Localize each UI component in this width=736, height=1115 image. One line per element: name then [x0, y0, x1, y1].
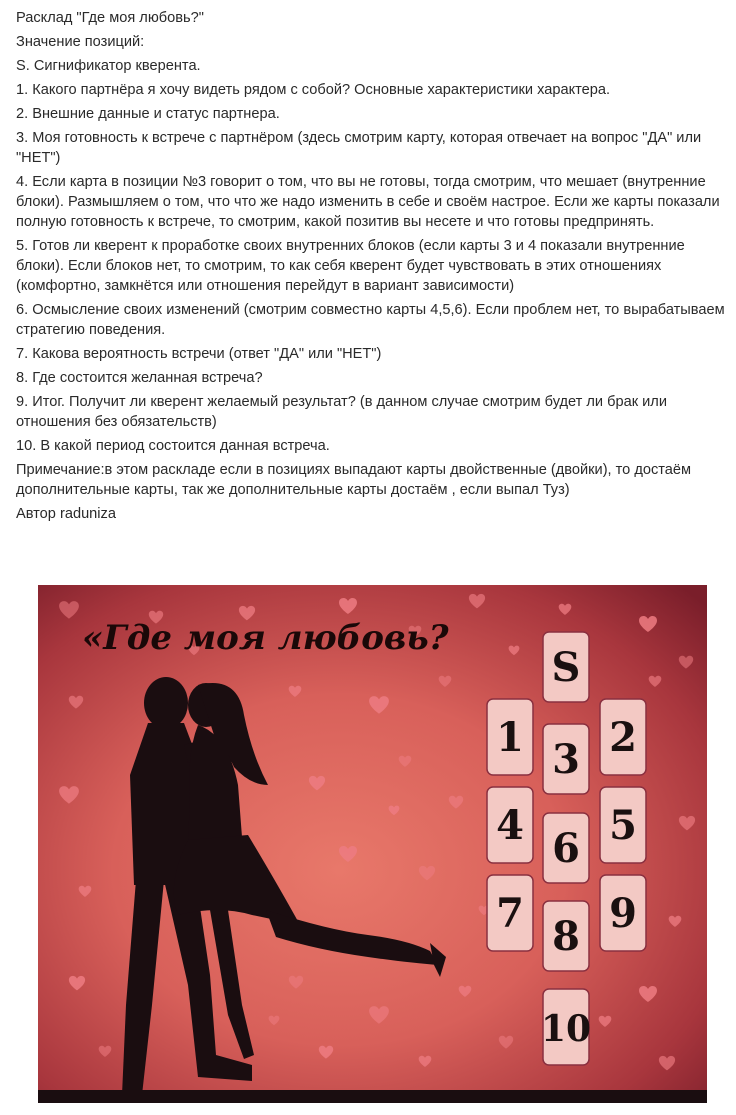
card-3	[543, 724, 589, 794]
card-label-4: 4	[496, 802, 524, 849]
position-item: 7. Какова вероятность встречи (ответ "ДА" или "НЕТ")	[16, 346, 382, 362]
spread-illustration	[38, 585, 707, 1103]
card-label-2: 2	[609, 714, 637, 761]
spread-description	[16, 8, 728, 528]
card-8	[543, 901, 589, 971]
position-item: 8. Где состоится желанная встреча?	[16, 370, 263, 386]
position-item: 9. Итог. Получит ли кверент желаемый результат? (в данном случае смотрим будет ли брак или отношения без обязательств)	[16, 394, 667, 430]
card-9	[600, 875, 646, 951]
card-label-10: 10	[540, 1008, 592, 1050]
position-item: 2. Внешние данные и статус партнера.	[16, 106, 280, 122]
spread-title: Расклад "Где моя любовь?"	[16, 10, 204, 26]
card-label-s: S	[551, 644, 581, 691]
spread-illustration-svg	[38, 585, 707, 1103]
note: Примечание:в этом раскладе если в позициях выпадают карты двойственные (двойки), то достаём дополнительные карты, так же дополнительные карты достаём , если выпал Туз)	[16, 462, 692, 498]
card-label-1: 1	[496, 714, 524, 761]
position-item: 6. Осмысление своих изменений (смотрим совместно карты 4,5,6). Если проблем нет, то вырабатываем стратегию поведения.	[16, 302, 725, 338]
author: Автор raduniza	[16, 506, 116, 522]
card-label-6: 6	[552, 825, 580, 872]
card-4	[487, 787, 533, 863]
card-2	[600, 699, 646, 775]
image-title: «Где моя любовь?	[82, 618, 449, 658]
card-10	[541, 989, 591, 1065]
position-item: 1. Какого партнёра я хочу видеть рядом с собой? Основные характеристики характера.	[16, 82, 611, 98]
card-s	[543, 632, 589, 702]
position-item: 3. Моя готовность к встрече с партнёром (здесь смотрим карту, которая отвечает на вопрос "ДА" или "НЕТ")	[16, 130, 702, 166]
card-label-7: 7	[496, 890, 524, 937]
card-5	[600, 787, 646, 863]
card-label-3: 3	[552, 736, 580, 783]
card-1	[487, 699, 533, 775]
card-7	[487, 875, 533, 951]
position-item: 10. В какой период состоится данная встреча.	[16, 438, 330, 454]
position-item: 4. Если карта в позиции №3 говорит о том, что вы не готовы, тогда смотрим, что мешает (внутренние блоки). Размышляем о том, что что же надо изменить в себе и своём настрое. Если же карты показали полную готовность к встрече, то смотрим, какой позитив вы несете и что готовы предпринять.	[16, 174, 720, 230]
card-6	[543, 813, 589, 883]
card-label-8: 8	[552, 913, 580, 960]
card-label-9: 9	[609, 890, 637, 937]
positions-heading: Значение позиций:	[16, 34, 145, 50]
position-item: 5. Готов ли кверент к проработке своих внутренних блоков (если карты 3 и 4 показали внутренние блоки). Если блоков нет, то смотрим, то как себя кверент будет чувствовать в этих отношениях (комфортно, замкнётся или отношения перейдут в вариант зависимости)	[16, 238, 685, 294]
position-item: S. Сигнификатор кверента.	[16, 58, 201, 74]
card-label-5: 5	[609, 802, 637, 849]
